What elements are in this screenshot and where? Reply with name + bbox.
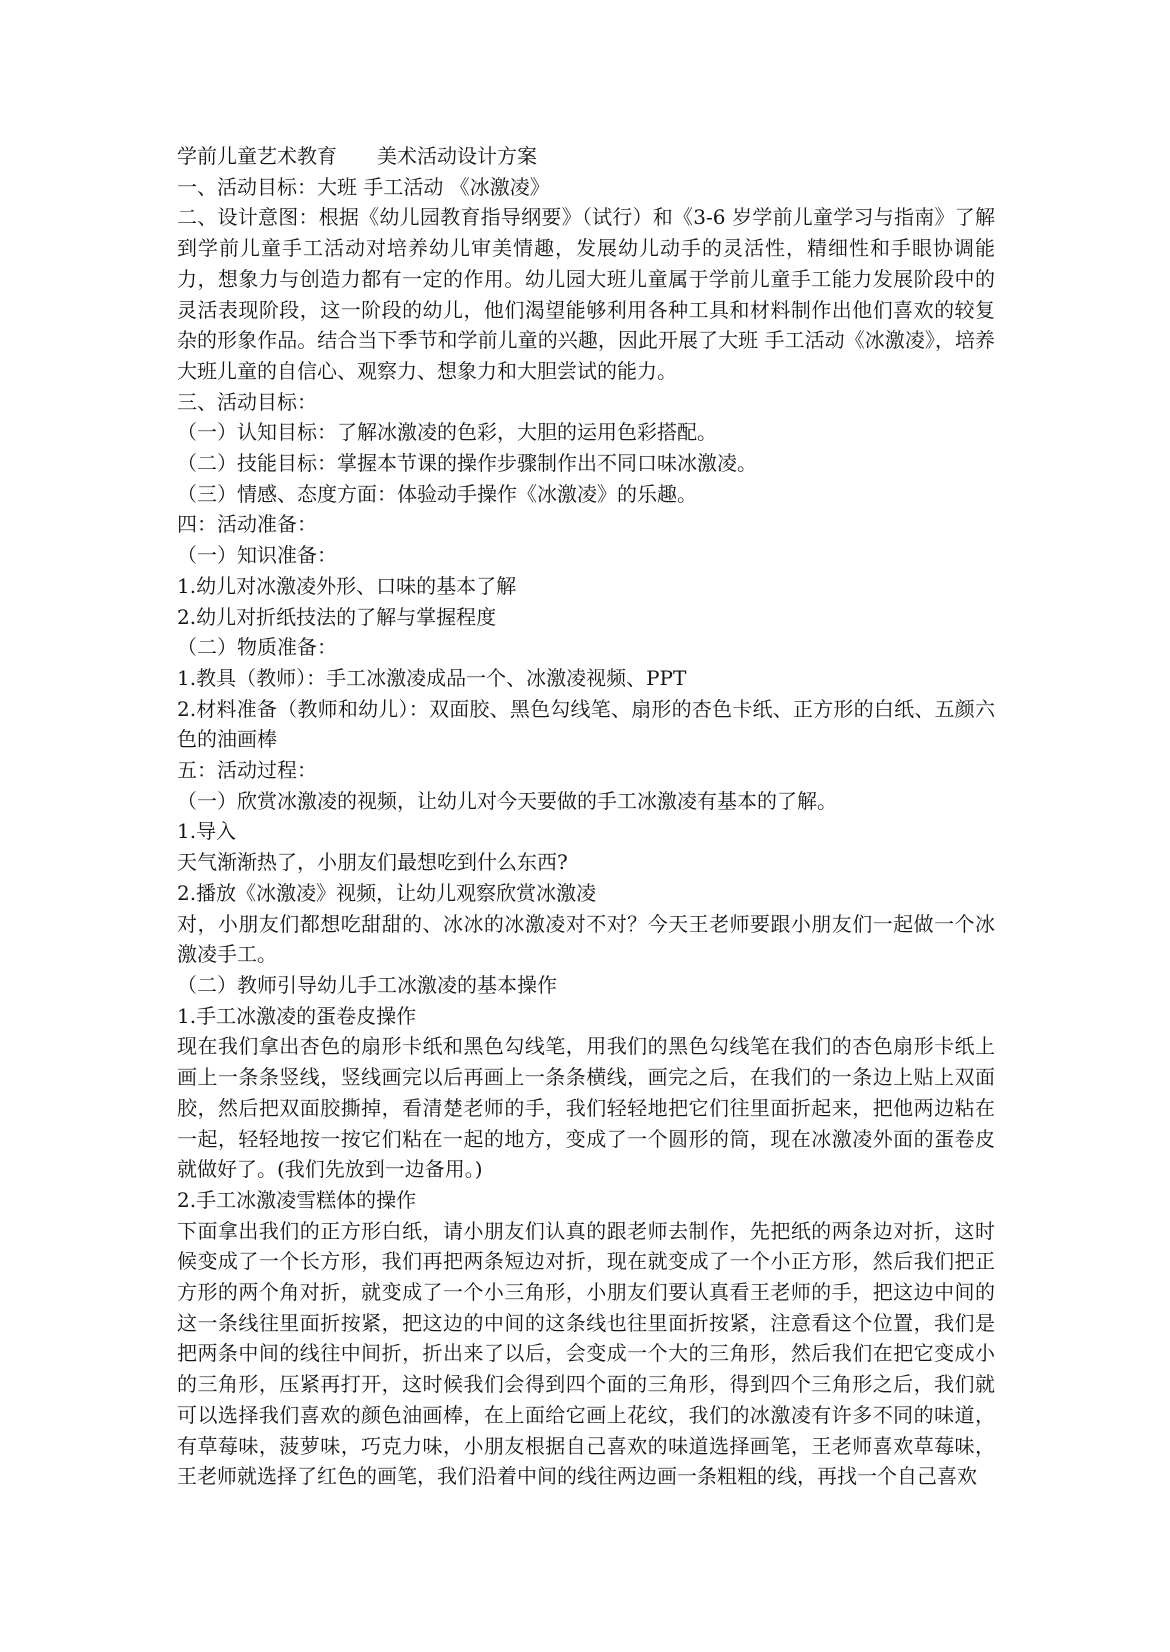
list-item: 2.手工冰激凌雪糕体的操作 [177, 1187, 417, 1212]
body-paragraph: 天气渐渐热了，小朋友们最想吃到什么东西? [177, 850, 568, 875]
subheading-knowledge-prep: （一）知识准备： [177, 543, 337, 568]
objective-emotion: （三）情感、态度方面：体验动手操作《冰激凌》的乐趣。 [177, 481, 697, 506]
list-item: 1.教具（教师）：手工冰激凌成品一个、冰激凌视频、PPT [177, 665, 687, 690]
list-item: 2.材料准备（教师和幼儿）：双面胶、黑色勾线笔、扇形的杏色卡纸、正方形的白纸、五颜六色的油画棒 [177, 696, 995, 752]
subheading-teacher-guide: （二）教师引导幼儿手工冰激凌的基本操作 [177, 972, 557, 997]
objective-cognitive: （一）认知目标：了解冰激凌的色彩，大胆的运用色彩搭配。 [177, 420, 717, 445]
body-paragraph: 下面拿出我们的正方形白纸，请小朋友们认真的跟老师去制作，先把纸的两条边对折，这时候变成了一个长方形，我们再把两条短边对折，现在就变成了一个小正方形，然后我们把正方形的两个角对折，就变成了一个小三角形，小朋友们要认真看王老师的手，把这边中间的这一条线往里面折按紧，把这边的中间的这条线也往里面折按紧，注意看这个位置，我们是把两条中间的线往中间折，折出来了以后，会变成一个大的三角形，然后我们在把它变成小的三角形，压紧再打开，这时候我们会得到四个面的三角形，得到四个三角形之后，我们就可以选择我们喜欢的颜色油画棒，在上面给它画上花纹，我们的冰激凌有许多不同的味道，有草莓味，菠萝味，巧克力味，小朋友根据自己喜欢的味道选择画笔，王老师喜欢草莓味，王老师就选择了红色的画笔，我们沿着中间的线往两边画一条粗粗的线，再找一个自己喜欢 [177, 1218, 995, 1489]
list-item: 1.幼儿对冰激凌外形、口味的基本了解 [177, 573, 517, 598]
subheading-video: （一）欣赏冰激凌的视频，让幼儿对今天要做的手工冰激凌有基本的了解。 [177, 788, 837, 813]
list-item: 2.幼儿对折纸技法的了解与掌握程度 [177, 604, 497, 629]
section-heading-objectives: 三、活动目标： [177, 389, 317, 414]
section-activity-goal: 一、活动目标：大班 手工活动 《冰激凌》 [177, 174, 550, 199]
section-heading-process: 五：活动过程： [177, 758, 317, 783]
list-item: 1.导入 [177, 819, 237, 844]
body-paragraph: 对，小朋友们都想吃甜甜的、冰冰的冰激凌对不对？今天王老师要跟小朋友们一起做一个冰激凌手工。 [177, 911, 995, 967]
list-item: 1.手工冰激凌的蛋卷皮操作 [177, 1003, 417, 1028]
objective-skill: （二）技能目标：掌握本节课的操作步骤制作出不同口味冰激凌。 [177, 451, 757, 476]
list-item: 2.播放《冰激凌》视频，让幼儿观察欣赏冰激凌 [177, 880, 597, 905]
document-body [177, 141, 995, 1492]
document-title: 学前儿童艺术教育 美术活动设计方案 [177, 144, 537, 168]
section-heading-preparation: 四：活动准备： [177, 512, 317, 537]
section-design-intent: 二、设计意图：根据《幼儿园教育指导纲要》（试行）和《3-6 岁学前儿童学习与指南》了解到学前儿童手工活动对培养幼儿审美情趣，发展幼儿动手的灵活性，精细性和手眼协调能力，想象力与创造力都有一定的作用。幼儿园大班儿童属于学前儿童手工能力发展阶段中的灵活表现阶段，这一阶段的幼儿，他们渴望能够利用各种工具和材料制作出他们喜欢的较复杂的形象作品。结合当下季节和学前儿童的兴趣，因此开展了大班 手工活动《冰激凌》，培养大班儿童的自信心、观察力、想象力和大胆尝试的能力。 [177, 205, 995, 383]
body-paragraph: 现在我们拿出杏色的扇形卡纸和黑色勾线笔，用我们的黑色勾线笔在我们的杏色扇形卡纸上画上一条条竖线，竖线画完以后再画上一条条横线，画完之后，在我们的一条边上贴上双面胶，然后把双面胶撕掉，看清楚老师的手，我们轻轻地把它们往里面折起来，把他两边粘在一起，轻轻地按一按它们粘在一起的地方，变成了一个圆形的筒，现在冰激凌外面的蛋卷皮就做好了。(我们先放到一边备用。) [177, 1034, 995, 1182]
subheading-material-prep: （二）物质准备： [177, 635, 337, 660]
